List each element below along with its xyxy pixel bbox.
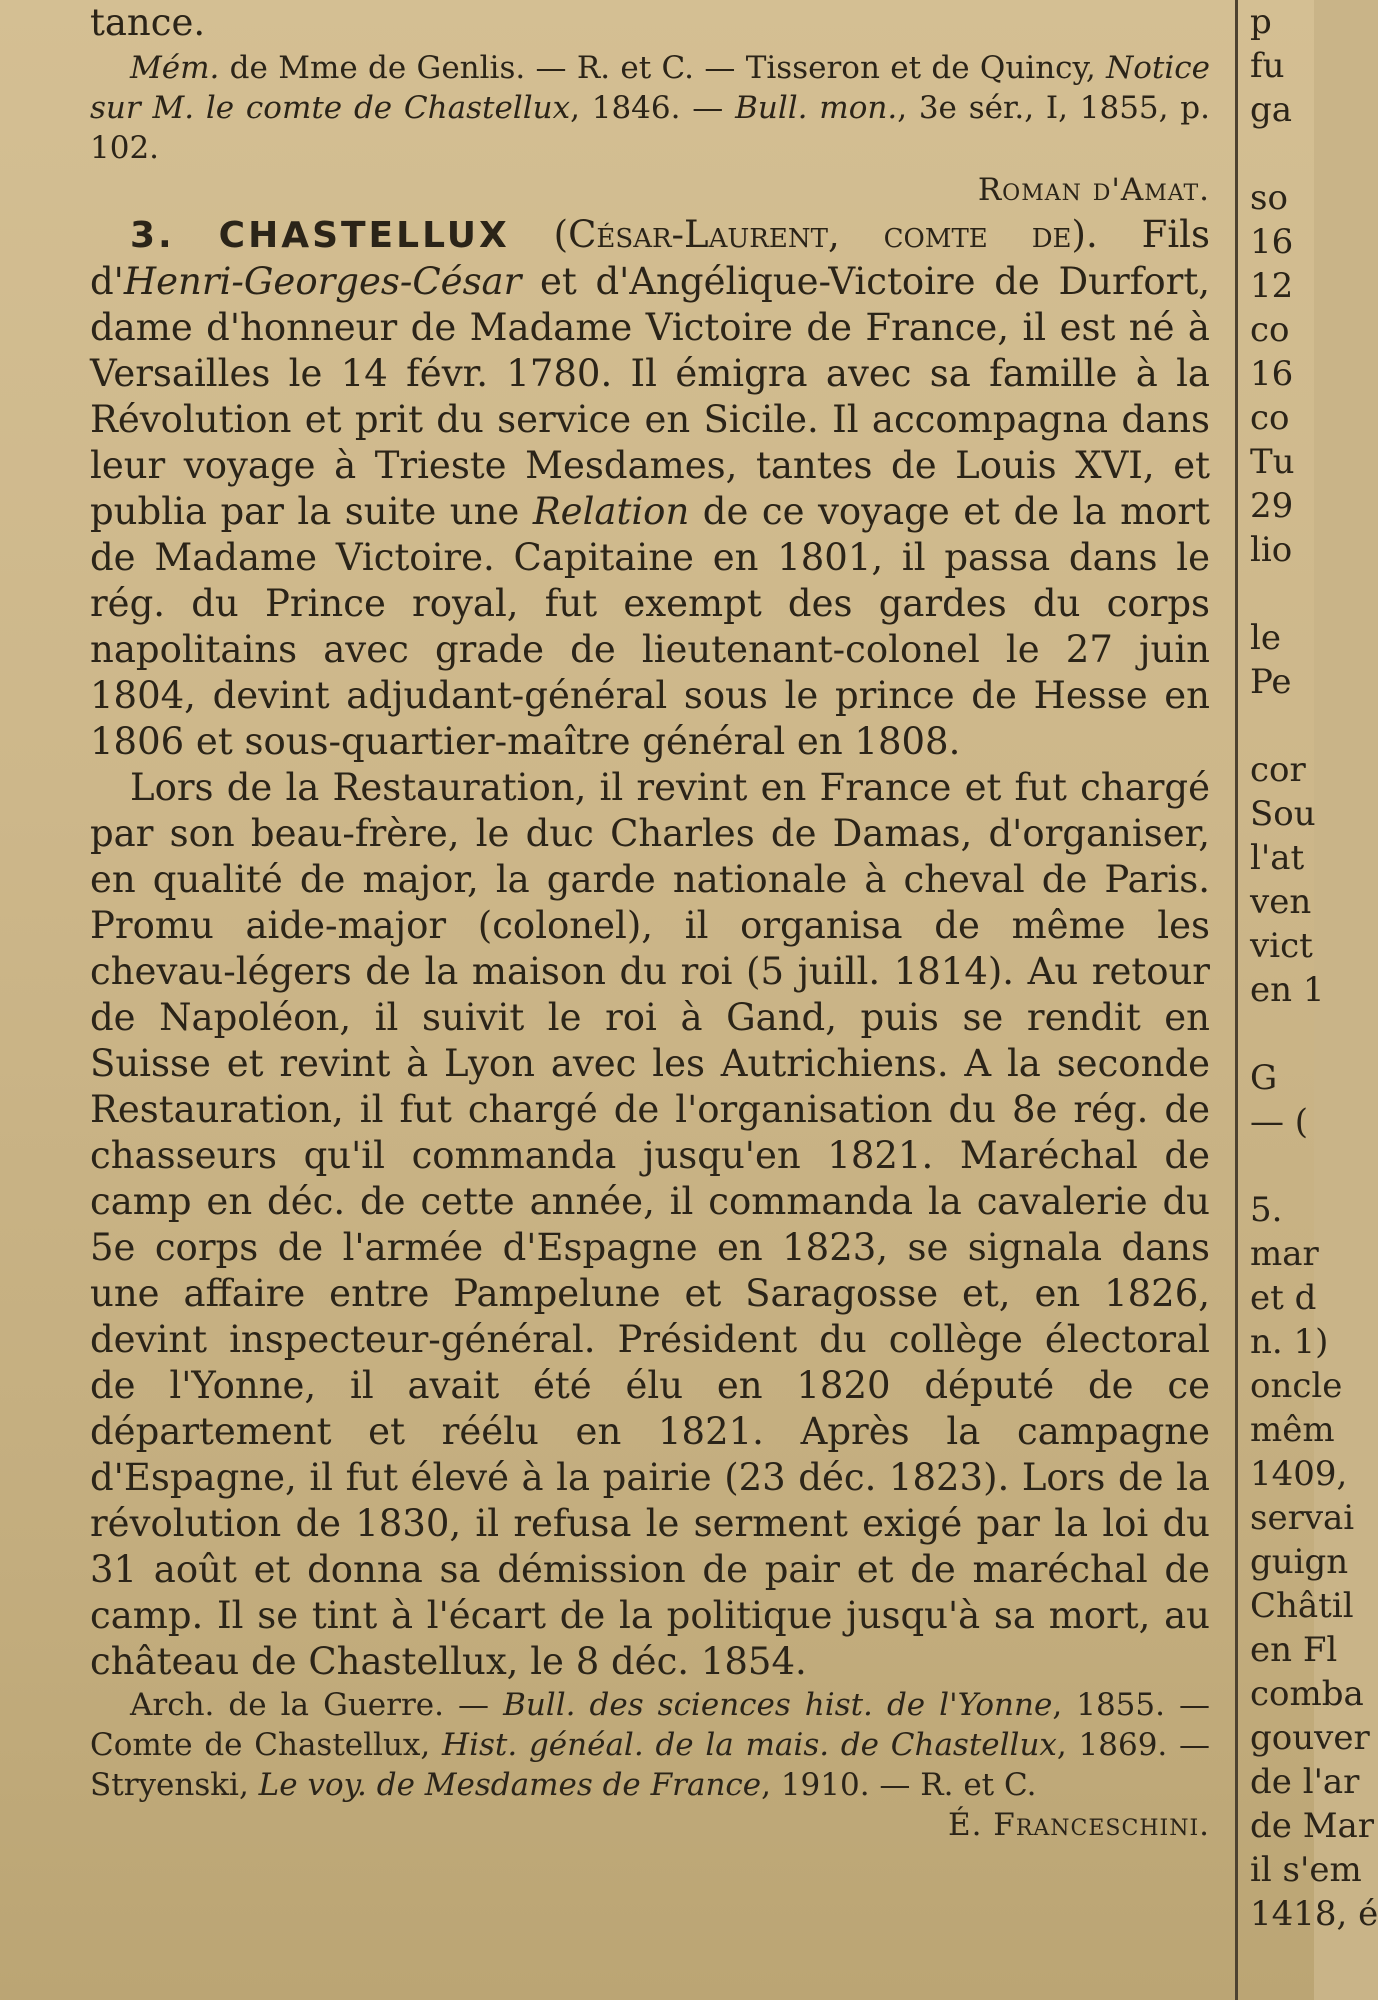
ref-text: , 1910. — R. et C. (761, 1767, 1037, 1803)
right-column-line: en Fl (1250, 1630, 1338, 1670)
right-column-line: 29 (1250, 486, 1294, 526)
right-column-line: — ( (1250, 1102, 1309, 1142)
right-column-line: 16 (1250, 222, 1294, 262)
entry-name: CHASTELLUX (218, 215, 510, 256)
right-column-line: co (1250, 398, 1290, 438)
right-column-line: guign (1250, 1542, 1349, 1582)
right-column-line: ga (1250, 90, 1293, 130)
right-column-fragment (1250, 0, 1378, 2000)
right-column-line: lio (1250, 530, 1293, 570)
right-column-line (1250, 1012, 1314, 1056)
right-column-line: gouver (1250, 1718, 1370, 1758)
right-column-line: n. 1) (1250, 1322, 1329, 1362)
right-column-line: et d (1250, 1278, 1317, 1318)
right-column-lines (1250, 0, 1378, 1936)
paragraph-text: de ce voyage et de la mort de Madame Victoire. Capitaine en 1801, il passa dans le rég. du Prince royal, fut exempt des gardes du corps napolitains avec grade de lieutenant-colonel le 27 juin 1804, devint adjudant-général sous le prince de Hesse en 1806 et sous-quartier-maître général en 1808. (90, 490, 1210, 763)
ref-text: , 1855. — Comte de Chastellux, (90, 1687, 1210, 1763)
right-column-line: Sou (1250, 794, 1316, 834)
ref-text: Arch. de la Guerre. — (130, 1687, 504, 1723)
entry-qualifier: (César-Laurent, comte de). (553, 213, 1098, 256)
previous-entry-tail: tance. (90, 1, 206, 44)
ref-text: , 1869. — Stryenski, (90, 1727, 1211, 1803)
right-column-line: comba (1250, 1674, 1364, 1714)
right-column-line: 1418, é (1250, 1894, 1378, 1934)
right-column-line: mar (1250, 1234, 1319, 1274)
entry-paragraph-1 (90, 212, 1210, 765)
right-column-line: en 1 (1250, 970, 1325, 1010)
right-column-line: servai (1250, 1498, 1355, 1538)
ref-italic: Bull. des sciences hist. de l'Yonne (503, 1687, 1053, 1723)
right-column-line: 1409, (1250, 1454, 1348, 1494)
right-column-line: 12 (1250, 266, 1294, 306)
ref-text: , 1846. — (570, 90, 736, 126)
right-column-line: p (1250, 2, 1272, 42)
right-column-line: mêm (1250, 1410, 1335, 1450)
ref-italic: Hist. généal. de la mais. de Chastellux (442, 1727, 1057, 1763)
paragraph-text: et d'Angélique-Victoire de Durfort, dame d'honneur de Madame Victoire de France, il est né à Versailles le 14 févr. 1780. Il émigra avec sa famille à la Révolution et prit du service en Sicile. Il accompagna dans leur voyage à Trieste Mesdames, tantes de Louis XVI, et publia par la suite une (90, 260, 1210, 533)
relation-title: Relation (532, 490, 690, 533)
right-column-line: oncle (1250, 1366, 1343, 1406)
ref-italic: Mém. (130, 50, 220, 86)
ref-italic: Bull. mon. (735, 90, 898, 126)
right-column-line: l'at (1250, 838, 1305, 878)
entry-author: É. Franceschini. (947, 1807, 1210, 1843)
right-column-line: Tu (1250, 442, 1295, 482)
right-column-line (1250, 132, 1314, 176)
right-column-line (1250, 704, 1314, 748)
right-column-line: cor (1250, 750, 1306, 790)
ref-text: de Mme de Genlis. — R. et C. — Tisseron et de Quincy, (219, 50, 1107, 86)
ref-text: , 3e sér., I, 1855, p. 102. (90, 90, 1210, 166)
right-column-line: vict (1250, 926, 1313, 966)
right-column-line: 16 (1250, 354, 1294, 394)
main-column (90, 0, 1210, 1845)
right-column-line: Châtil (1250, 1586, 1354, 1626)
right-column-line: de Mar (1250, 1806, 1375, 1846)
previous-entry-author: Roman d'Amat. (977, 172, 1210, 208)
right-column-line: il s'em (1250, 1850, 1362, 1890)
right-column-line: de l'ar (1250, 1762, 1360, 1802)
right-column-line: 5. (1250, 1190, 1283, 1230)
ref-italic: Notice sur M. le comte de Chastellux (90, 50, 1210, 126)
entry-paragraph-2: Lors de la Restauration, il revint en France et fut chargé par son beau-frère, le duc Charles de Damas, d'organiser, en qualité de major, la garde nationale à cheval de Paris. Promu aide-major (colonel), il organisa de même les chevau-légers de la maison du roi (5 juill. 1814). Au retour de Napoléon, il suivit le roi à Gand, puis se rendit en Suisse et revint à Lyon avec les Autrichiens. A la seconde Restauration, il fut chargé de l'organisation du 8e rég. de chasseurs qu'il commanda jusqu'en 1821. Maréchal de camp en déc. de cette année, il commanda la cavalerie du 5e corps de l'armée d'Espagne en 1823, se signala dans une affaire entre Pampelune et Saragosse et, en 1826, devint inspecteur-général. Président du collège électoral de l'Yonne, il avait été élu en 1820 député de ce département et réélu en 1821. Après la campagne d'Espagne, il fut élevé à la pairie (23 déc. 1823). Lors de la révolution de 1830, il refusa le serment exigé par la loi du 31 août et donna sa démission de pair et de maréchal de camp. Il se tint à l'écart de la politique jusqu'à sa mort, au château de Chastellux, le 8 déc. 1854. (90, 766, 1210, 1683)
column-divider (1235, 0, 1238, 2000)
previous-entry-references (90, 48, 1210, 168)
right-column-line: G (1250, 1058, 1278, 1098)
right-column-line (1250, 1144, 1314, 1188)
right-column-line (1250, 572, 1314, 616)
entry-references (90, 1685, 1210, 1805)
right-column-line: so (1250, 178, 1288, 218)
right-column-line: ven (1250, 882, 1312, 922)
right-column-line: Pe (1250, 662, 1292, 702)
ref-italic: Le voy. de Mesdames de France (258, 1767, 762, 1803)
entry-number: 3. (130, 215, 175, 256)
father-name: Henri-Georges-César (123, 260, 522, 303)
right-column-line: le (1250, 618, 1281, 658)
right-column-line: fu (1250, 46, 1285, 86)
paragraph-text: Fils d' (90, 213, 1210, 303)
right-column-line: co (1250, 310, 1290, 350)
